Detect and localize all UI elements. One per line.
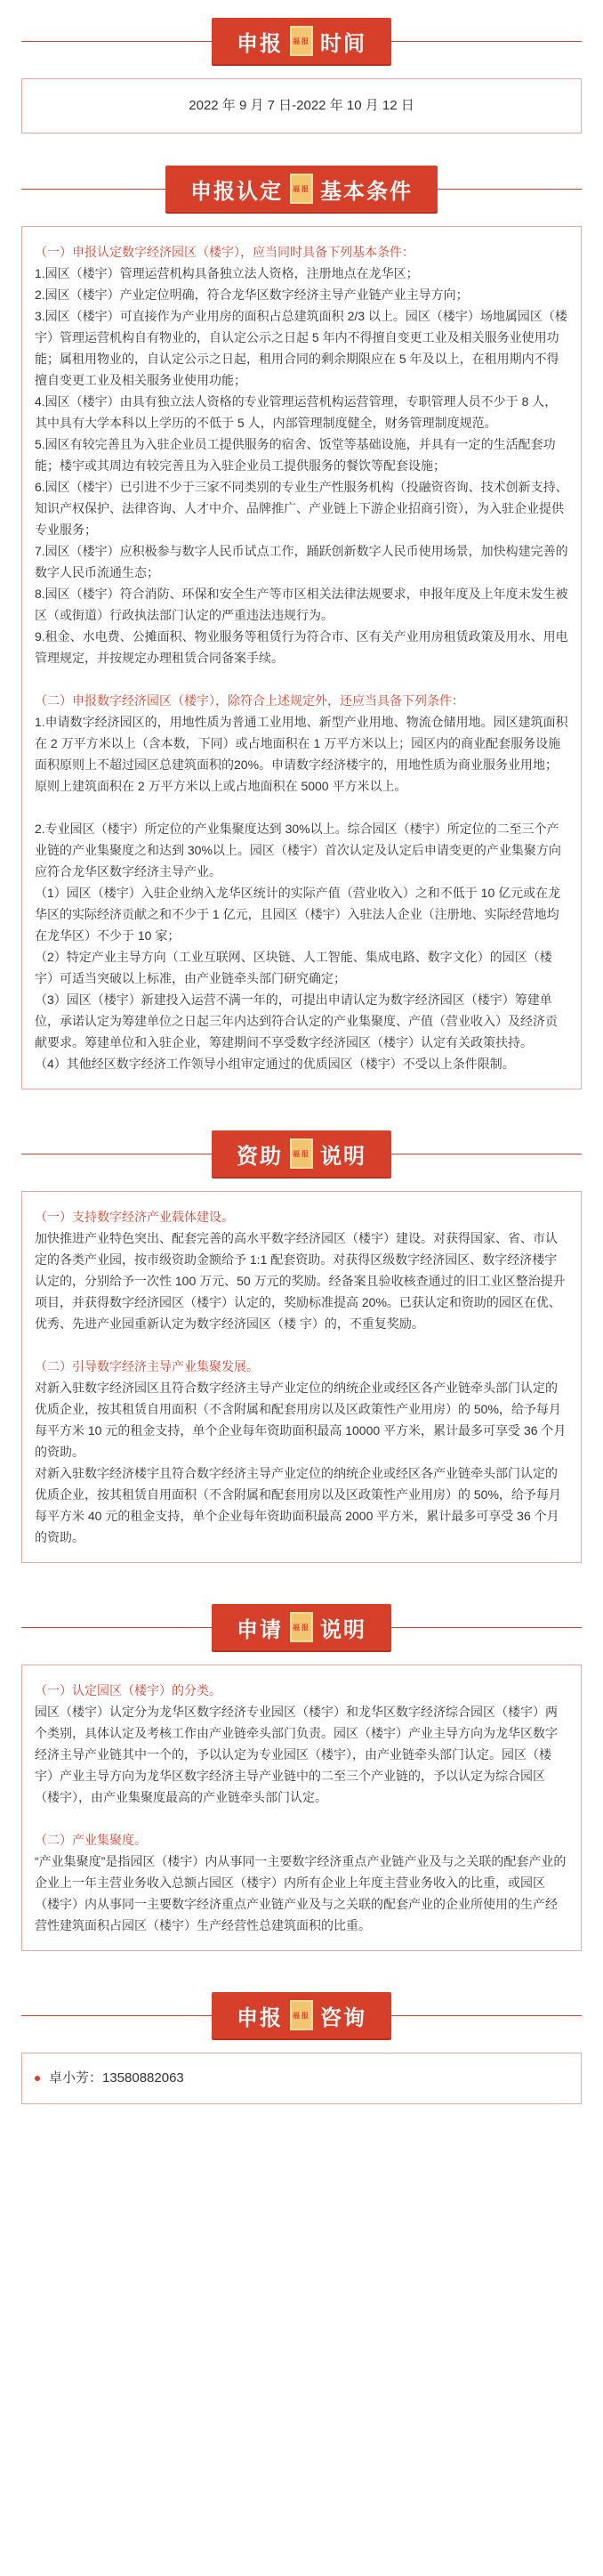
list-item: （2）特定产业主导方向（工业互联网、区块链、人工智能、集成电路、数字文化）的园区（楼宇）可适当突破以上标准，由产业链牵头部门研究确定； (35, 950, 552, 985)
section-header-conditions (0, 160, 603, 217)
title-right: 说明 (320, 1144, 366, 1169)
list-item: （3）园区（楼宇）新建投入运营不满一年的，可提出申请认定为数字经济园区（楼宇）筹建单位，承诺认定为筹建单位之日起三年内达到符合认定的产业集聚度、产值（营业收入）及经济贡献要求。筹建单位和入驻企业，筹建期间不享受数字经济园区（楼宇）认定有关政策扶持。 (35, 992, 558, 1049)
title-left: 资助 (237, 1144, 283, 1169)
conditions-heading-2: （二）申报数字经济园区（楼宇），除符合上述规定外，还应当具备下列条件： (35, 693, 464, 708)
conditions-box (21, 226, 582, 1090)
section-title-chip (212, 1604, 391, 1650)
section-title-chip (165, 166, 438, 212)
seal-icon: 福报 (290, 1612, 313, 1642)
funding-heading-1: （一）支持数字经济产业载体建设。 (35, 1210, 234, 1224)
list-item: 2.专业园区（楼宇）所定位的产业集聚度达到 30%以上。综合园区（楼宇）所定位的二至三个产业链的产业集聚度之和达到 30%以上。园区（楼宇）首次认定及认定后申请变更的产业集聚方向应符合龙华区数字经济主导产业。 (35, 822, 561, 879)
application-heading-1: （一）认定园区（楼宇）的分类。 (35, 1683, 221, 1697)
bullet-dot-icon (35, 2076, 40, 2081)
conditions-heading-1: （一）申报认定数字经济园区（楼宇），应当同时具备下列基本条件： (35, 245, 414, 259)
date-range: 2022 年 9 月 7 日-2022 年 10 月 12 日 (189, 98, 414, 113)
section-header-consult (0, 1987, 603, 2044)
title-right: 咨询 (320, 2005, 366, 2030)
funding-paragraph: 对新入驻数字经济楼宇且符合数字经济主导产业定位的纳统企业或经区各产业链牵头部门认定的优质企业，按其租赁自用面积（不含附属和配套用房以及区政策性产业用房）的 50%，给予每月每平方米 40 元的租金支持，单个企业每年资助面积最高 2000 平方米，累计最多可享受 36 个月的资助。 (35, 1466, 561, 1544)
list-item: 2.园区（楼宇）产业定位明确，符合龙华区数字经济主导产业链产业主导方向； (35, 288, 469, 302)
list-item: （4）其他经区数字经济工作领导小组审定通过的优质园区（楼宇）不受以上条件限制。 (35, 1057, 515, 1071)
section-title-chip (212, 18, 391, 64)
seal-icon: 福报 (290, 26, 313, 56)
funding-heading-2: （二）引导数字经济主导产业集聚发展。 (35, 1359, 259, 1373)
title-right: 基本条件 (320, 179, 413, 204)
title-left: 申报 (237, 31, 283, 56)
section-title-chip (212, 1130, 391, 1177)
funding-paragraph: 对新入驻数字经济园区且符合数字经济主导产业定位的纳统企业或经区各产业链牵头部门认定的优质企业，按其租赁自用面积（不含附属和配套用房以及区政策性产业用房）的 50%，给予每月每平方米 10 元的租金支持，单个企业每年资助面积最高 10000 平方米，累计最多可享受 36 个月的资助。 (35, 1381, 567, 1459)
contact-line (35, 2068, 568, 2089)
funding-paragraph: 加快推进产业特色突出、配套完善的高水平数字经济园区（楼宇）建设。对获得国家、省、市认定的各类产业园，按市级资助金额给予 1:1 配套资助。对获得区级数字经济园区、数字经济楼宇认定的，分别给予一次性 100 万元、50 万元的奖励。经备案且验收核查通过的旧工业区整治提升项目，并获得数字经济园区（楼宇）认定的，奖励标准提高 20%。已获认定和资助的园区在优、优秀、先进产业园重新认定为数字经济园区（楼 宇）的，不重复奖励。 (35, 1231, 566, 1331)
list-item: 7.园区（楼宇）应积极参与数字人民币试点工作，踊跃创新数字人民币使用场景，加快构建完善的数字人民币流通生态； (35, 544, 568, 579)
consult-box (21, 2053, 582, 2104)
seal-icon: 福报 (290, 174, 313, 204)
title-left: 申报 (237, 2005, 283, 2030)
application-heading-2: （二）产业集聚度。 (35, 1833, 147, 1847)
list-item: 6.园区（楼宇）已引进不少于三家不同类别的专业生产性服务机构（投融资咨询、技术创新支持、知识产权保护、法律咨询、人才中介、品牌推广、产业链上下游企业招商引资），为入驻企业提供专业服务； (35, 480, 568, 537)
list-item: （1）园区（楼宇）入驻企业纳入龙华区统计的实际产值（营业收入）之和不低于 10 亿元或在龙华区的实际经济贡献之和不少于 1 亿元，且园区（楼宇）入驻法人企业（注册地、实际经营地均在龙华区）不少于 10 家； (35, 886, 561, 943)
seal-icon: 福报 (290, 1138, 313, 1169)
section-title-chip (212, 1992, 391, 2038)
seal-icon: 福报 (290, 2000, 313, 2030)
list-item: 4.园区（楼宇）由具有独立法人资格的专业管理运营机构运营管理，专职管理人员不少于 8 人，其中具有大学本科以上学历的不低于 5 人，内部管理制度健全，财务管理制度规范。 (35, 394, 558, 430)
application-paragraph: “产业集聚度”是指园区（楼宇）内从事同一主要数字经济重点产业链产业及与之关联的配套产业的企业上一年主营业务收入总额占园区（楼宇）内所有企业上年度主营业务收入的比重，或园区（楼宇）内从事同一主要数字经济重点产业链产业及与之关联的配套产业的企业所使用的生产经营性建筑面积占园区（楼宇）生产经营性总建筑面积的比重。 (35, 1854, 567, 1932)
title-left: 申请 (237, 1617, 283, 1642)
list-item: 5.园区有较完善且为入驻企业员工提供服务的宿舍、饭堂等基础设施，并具有一定的生活配套功能；楼宇或其周边有较完善且为入驻企业员工提供服务的餐饮等配套设施； (35, 437, 556, 473)
section-header-time (0, 12, 603, 69)
section-header-application (0, 1599, 603, 1656)
funding-box (21, 1191, 582, 1563)
list-item: 8.园区（楼宇）符合消防、环保和安全生产等市区相关法律法规要求，申报年度及上年度未发生被区（或街道）行政执法部门认定的严重违法违规行为。 (35, 587, 568, 622)
list-item: 3.园区（楼宇）可直接作为产业用房的面积占总建筑面积 2/3 以上。园区（楼宇）场地属园区（楼宇）管理运营机构自有物业的，自认定公示之日起 5 年内不得擅自变更工业及相关服务业使用功能；属租用物业的，自认定公示之日起，租用合同的剩余期限应在 5 年及以上，在租用期内不得擅自变更工业及相关服务业使用功能； (35, 309, 567, 387)
title-left: 申报认定 (190, 179, 283, 204)
contact-text: 卓小芳：13580882063 (49, 2070, 184, 2086)
application-box (21, 1665, 582, 1951)
list-item: 9.租金、水电费、公摊面积、物业服务等租赁行为符合市、区有关产业用房租赁政策及用水、用电管理规定，并按规定办理租赁合同备案手续。 (35, 629, 568, 665)
title-right: 时间 (320, 31, 366, 56)
section-header-funding (0, 1125, 603, 1182)
list-item: 1.园区（楼宇）管理运营机构具备独立法人资格，注册地点在龙华区； (35, 266, 419, 280)
application-paragraph: 园区（楼宇）认定分为龙华区数字经济专业园区（楼宇）和龙华区数字经济综合园区（楼宇）两个类别，具体认定及考核工作由产业链牵头部门负责。园区（楼宇）产业主导方向为龙华区数字经济主导产业链其中一个的，予以认定为专业园区（楼宇），由产业链牵头部门认定。园区（楼宇）产业主导方向为龙华区数字经济主导产业链中的二至三个产业链的，予以认定为综合园区（楼宇），由产业集聚度最高的产业链牵头部门认定。 (35, 1705, 558, 1804)
list-item: 1.申请数字经济园区的，用地性质为普通工业用地、新型产业用地、物流仓储用地。园区建筑面积在 2 万平方米以上（含本数，下同）或占地面积在 1 万平方米以上；园区内的商业配套服务设施面积原则上不超过园区总建筑面积的20%。申请数字经济楼宇的，用地性质为商业服务业用地；原则上建筑面积在 2 万平方米以上或占地面积在 5000 平方米以上。 (35, 715, 568, 793)
date-box (21, 78, 582, 134)
title-right: 说明 (320, 1617, 366, 1642)
